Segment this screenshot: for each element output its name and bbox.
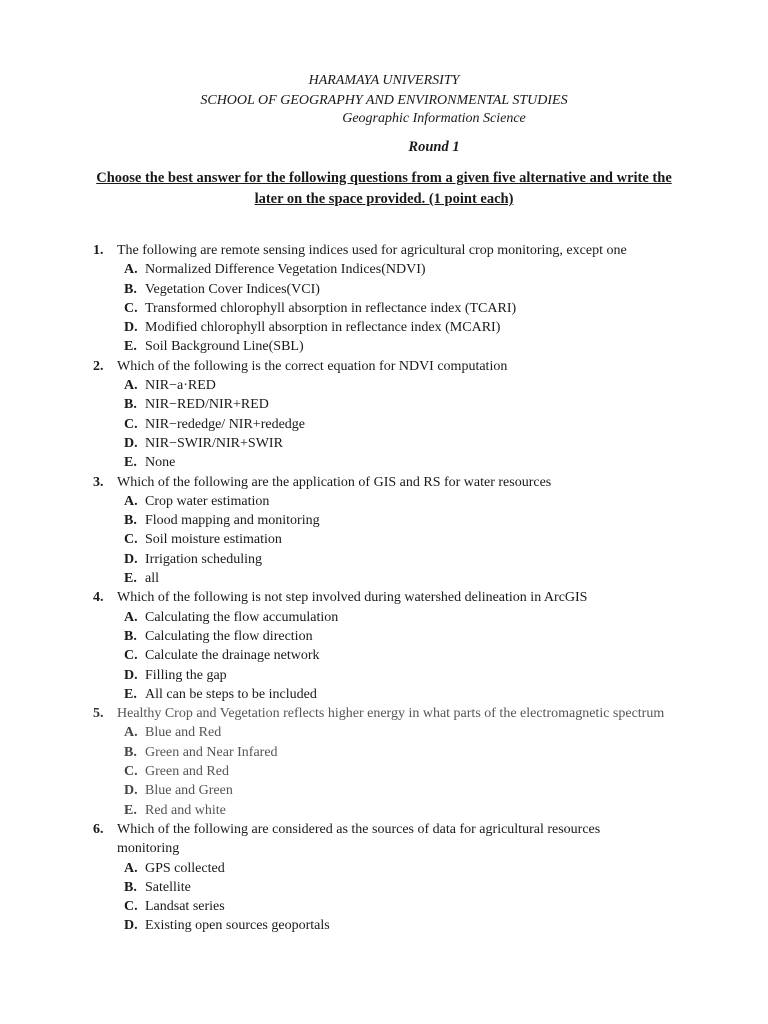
option	[0, 550, 768, 569]
option-text: Red and white	[145, 802, 226, 818]
option-letter: D.	[124, 435, 138, 451]
question-text: Healthy Crop and Vegetation reflects higher energy in what parts of the electromagnetic spectrum	[117, 706, 665, 722]
option-text: Calculate the drainage network	[145, 648, 320, 664]
question-3	[0, 473, 768, 492]
question-4	[0, 588, 768, 607]
option-letter: A.	[124, 725, 138, 741]
question-list	[0, 241, 768, 936]
option	[0, 781, 768, 800]
option	[0, 415, 768, 434]
option-text: Green and Red	[145, 764, 229, 780]
question-text: Which of the following are the application of GIS and RS for water resources	[117, 474, 552, 490]
option-letter: C.	[124, 764, 138, 780]
option-letter: B.	[124, 744, 137, 760]
question-1	[0, 241, 768, 260]
option-letter: A.	[124, 262, 138, 278]
option-letter: E.	[124, 339, 137, 355]
option	[0, 608, 768, 627]
option-text: Soil moisture estimation	[145, 532, 282, 548]
question-number: 6.	[93, 821, 104, 837]
option-letter: B.	[124, 879, 137, 895]
university-name: HARAMAYA UNIVERSITY	[308, 73, 460, 88]
option	[0, 299, 768, 318]
option	[0, 743, 768, 762]
option	[0, 878, 768, 897]
question-2	[0, 357, 768, 376]
option	[0, 395, 768, 414]
option	[0, 897, 768, 916]
option-text: Transformed chlorophyll absorption in reflectance index (TCARI)	[145, 300, 517, 316]
option-text: Blue and Green	[145, 783, 233, 799]
round-title: Round 1	[408, 139, 460, 155]
option	[0, 337, 768, 356]
option-letter: E.	[124, 686, 137, 702]
option	[0, 859, 768, 878]
options-6	[0, 859, 768, 936]
option-text: Vegetation Cover Indices(VCI)	[145, 281, 320, 297]
option	[0, 646, 768, 665]
option-letter: E.	[124, 802, 137, 818]
question-text: Which of the following are considered as the sources of data for agricultural resources monitoring	[117, 821, 601, 857]
option-text: Soil Background Line(SBL)	[145, 339, 304, 355]
option	[0, 569, 768, 588]
option-text: Calculating the flow accumulation	[145, 609, 339, 625]
option	[0, 492, 768, 511]
option-text: NIR−RED/NIR+RED	[145, 397, 269, 413]
option-letter: C.	[124, 532, 138, 548]
option-letter: C.	[124, 648, 138, 664]
option-text: NIR−rededge/ NIR+rededge	[145, 416, 306, 432]
option-text: Calculating the flow direction	[145, 628, 313, 644]
option-text: Existing open sources geoportals	[145, 918, 330, 934]
option-letter: C.	[124, 300, 138, 316]
option-text: Blue and Red	[145, 725, 222, 741]
option-letter: D.	[124, 783, 138, 799]
option-text: Modified chlorophyll absorption in reflectance index (MCARI)	[145, 320, 501, 336]
option	[0, 762, 768, 781]
option-text: NIR−a·RED	[145, 378, 216, 394]
option-text: Filling the gap	[145, 667, 227, 683]
option-letter: A.	[124, 378, 138, 394]
option-letter: E.	[124, 571, 137, 587]
question-number: 4.	[93, 590, 104, 606]
option-text: NIR−SWIR/NIR+SWIR	[145, 435, 283, 451]
options-4	[0, 608, 768, 704]
option	[0, 434, 768, 453]
option-letter: B.	[124, 397, 137, 413]
option-letter: D.	[124, 551, 138, 567]
option-letter: A.	[124, 609, 138, 625]
option-text: Green and Near Infared	[145, 744, 278, 760]
option-letter: E.	[124, 455, 137, 471]
option	[0, 511, 768, 530]
question-6	[0, 820, 768, 859]
option-letter: D.	[124, 918, 138, 934]
option-text: Normalized Difference Vegetation Indices(NDVI)	[145, 262, 426, 278]
option	[0, 318, 768, 337]
options-2	[0, 376, 768, 472]
options-1	[0, 260, 768, 356]
option-letter: D.	[124, 667, 138, 683]
question-number: 1.	[93, 243, 104, 258]
question-number: 2.	[93, 358, 104, 374]
instructions: Choose the best answer for the following questions from a given five alternative and write the later on the space provided. (1 point each)	[96, 170, 672, 207]
option-letter: B.	[124, 513, 137, 529]
option	[0, 376, 768, 395]
question-5	[0, 704, 768, 723]
question-5-block	[0, 704, 768, 820]
option-text: None	[145, 455, 176, 471]
option-letter: B.	[124, 628, 137, 644]
option	[0, 916, 768, 935]
option-letter: A.	[124, 860, 138, 876]
option-letter: D.	[124, 320, 138, 336]
option-text: all	[145, 571, 159, 587]
option	[0, 530, 768, 549]
program-name: Geographic Information Science	[342, 111, 526, 126]
option	[0, 627, 768, 646]
option	[0, 280, 768, 299]
question-text: The following are remote sensing indices used for agricultural crop monitoring, except one	[117, 243, 627, 258]
option	[0, 801, 768, 820]
option	[0, 685, 768, 704]
option-text: GPS collected	[145, 860, 225, 876]
option-letter: C.	[124, 416, 138, 432]
option	[0, 260, 768, 279]
question-number: 5.	[93, 706, 104, 722]
option-text: Crop water estimation	[145, 493, 270, 509]
option-text: All can be steps to be included	[145, 686, 317, 702]
school-name: SCHOOL OF GEOGRAPHY AND ENVIRONMENTAL STUDIES	[200, 93, 568, 108]
option	[0, 453, 768, 472]
question-text: Which of the following is not step involved during watershed delineation in ArcGIS	[117, 590, 588, 606]
option-letter: B.	[124, 281, 137, 297]
question-number: 3.	[93, 474, 104, 490]
option	[0, 666, 768, 685]
question-text: Which of the following is the correct equation for NDVI computation	[117, 358, 508, 374]
option-text: Satellite	[145, 879, 191, 895]
option-letter: C.	[124, 899, 138, 915]
option	[0, 723, 768, 742]
option-letter: A.	[124, 493, 138, 509]
options-5	[0, 723, 768, 819]
options-3	[0, 492, 768, 588]
option-text: Irrigation scheduling	[145, 551, 263, 567]
option-text: Flood mapping and monitoring	[145, 513, 320, 529]
option-text: Landsat series	[145, 899, 225, 915]
